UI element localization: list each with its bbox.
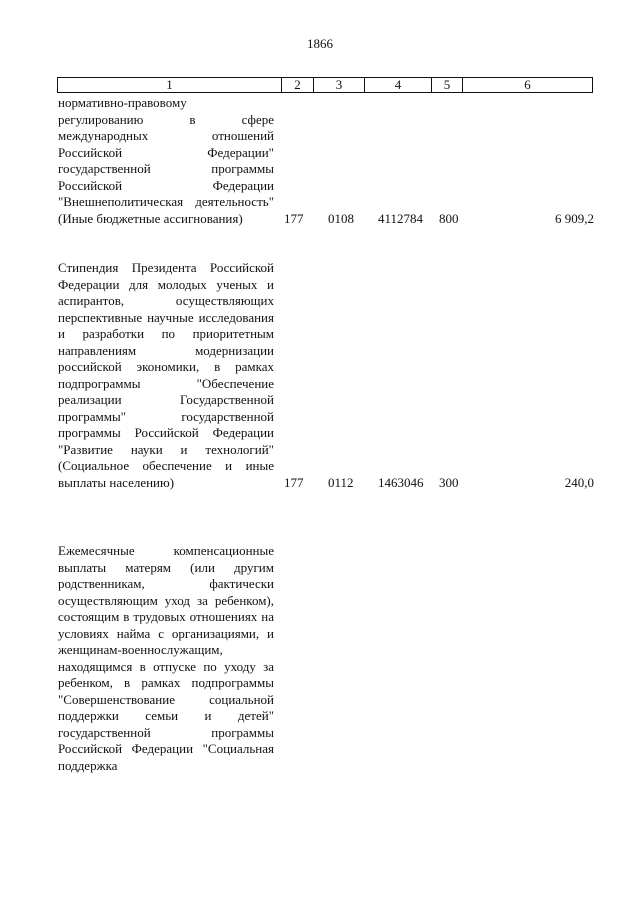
- row-target-code: 1463046: [378, 474, 424, 490]
- column-header-1: 1: [58, 78, 282, 92]
- row-name: Ежемесячные компенсационные выплаты матерям (или другим родственникам, фактически осуществляющим уход за ребенком), состоящим в трудовых отношениях на условиях найма с организациями, и женщинам-военнослужащим, находящимся в отпуске по уходу за ребенком, в рамках подпрограммы "Совершенствование социальной поддержки семьи и детей" государственной программы Российской Федерации "Социальная поддержка: [58, 543, 274, 773]
- column-header-6: 6: [524, 77, 531, 92]
- table-row: [58, 543, 594, 774]
- column-header-2: 2: [282, 78, 314, 92]
- row-name: нормативно-правовому регулированию в сфере международных отношений Российской Федерации" государственной программы Российской Федерации "Внешнеполитическая деятельность" (Иные бюджетные ассигнования): [58, 95, 274, 226]
- row-gr-code: 177: [284, 210, 304, 226]
- row-section-code: 0108: [328, 210, 354, 226]
- column-header-4: 4: [365, 78, 432, 92]
- row-name: Стипендия Президента Российской Федерации для молодых ученых и аспирантов, осуществляющих перспективные научные исследования и разработки по приоритетным направлениям модернизации российской экономики, в рамках подпрограммы "Обеспечение реализации Государственной программы" государственной программы Российской Федерации "Развитие науки и технологий" (Социальное обеспечение и иные выплаты населению): [58, 260, 274, 490]
- row-gr-code: 177: [284, 474, 304, 490]
- row-expense-type: 800: [439, 210, 459, 226]
- table-row: [58, 95, 594, 227]
- row-amount: 240,0: [564, 474, 594, 490]
- table-row: [58, 260, 594, 491]
- row-amount: 6 909,2: [555, 210, 594, 226]
- column-header-5: 5: [432, 78, 463, 92]
- page-number: 1866: [307, 36, 333, 51]
- row-expense-type: 300: [439, 474, 459, 490]
- row-section-code: 0112: [328, 474, 354, 490]
- table-header-row: [57, 77, 593, 93]
- column-header-3: 3: [314, 78, 365, 92]
- row-target-code: 4112784: [378, 210, 424, 226]
